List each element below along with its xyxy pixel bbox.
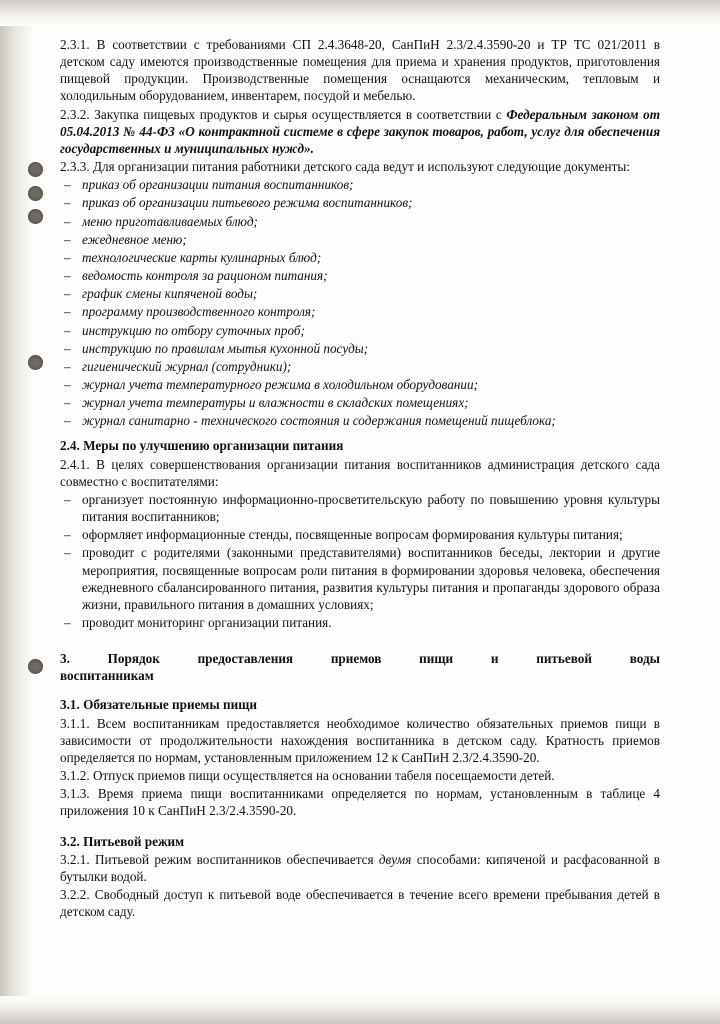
paragraph-3-2-2: 3.2.2. Свободный доступ к питьевой воде обеспечивается в течение всего времени пребывания детей в детском саду. <box>60 887 660 920</box>
list-item <box>60 249 660 266</box>
list-item-label: инструкцию по правилам мытья кухонной посуды; <box>82 340 369 356</box>
paragraph-3-2-1-text-a: 3.2.1. Питьевой режим воспитанников обеспечивается <box>60 851 379 867</box>
list-item <box>60 267 660 284</box>
paragraph-3-1-2: 3.1.2. Отпуск приемов пищи осуществляется на основании табеля посещаемости детей. <box>60 768 555 784</box>
spacer <box>60 632 660 650</box>
list-item-label: проводит мониторинг организации питания. <box>82 615 332 630</box>
scan-edge-shading-top <box>0 0 720 26</box>
dash-bullet-icon: – <box>64 249 71 265</box>
heading-word: и <box>490 651 499 667</box>
list-item <box>60 544 660 613</box>
list-item-label: журнал учета температурного режима в холодильном оборудовании; <box>82 376 478 392</box>
list-item-label: инструкцию по отбору суточных проб; <box>82 322 305 338</box>
paragraph-3-1-3: 3.1.3. Время приема пищи воспитанниками определяется по нормам, установленным в таблице 4 приложения 10 к СанПиН 2.3/2.4.3590-20. <box>60 786 660 819</box>
list-item <box>60 194 660 211</box>
list-item <box>60 285 660 302</box>
list-item-label: программу производственного контроля; <box>82 304 316 320</box>
spacer <box>60 684 660 696</box>
dash-bullet-icon: – <box>64 545 71 561</box>
hole-punch-mark <box>28 209 43 224</box>
paragraph-2-3-1: 2.3.1. В соответствии с требованиями СП 2.4.3648-20, СанПиН 2.3/2.4.3590-20 и ТР ТС 021/2011 в детском саду имеются производственные помещения для приема и хранения продуктов, приготовления пищевой продукции. Производственные помещения оснащаются механическим, тепловым и холодильным оборудованием, инвентарем, посудой и мебелью. <box>60 37 660 104</box>
measures-list <box>60 491 660 631</box>
dash-bullet-icon: – <box>64 413 71 429</box>
list-item-label: приказ об организации питьевого режима воспитанников; <box>82 195 413 211</box>
list-item-label: проводит с родителями (законными представителями) воспитанников беседы, лектории и другие мероприятия, посвященные вопросам роли питания в формировании здоровья человека, обеспечения ежедневного сбалансированного питания, развития культуры питания и пропаганды здорового образа жизни, правильного питания в домашних условиях; <box>82 545 660 612</box>
heading-section-3-line1 <box>60 650 660 667</box>
list-item <box>60 340 660 357</box>
paragraph-3-2-1-emphasis: двумя <box>378 851 412 867</box>
paragraph-2-3-2 <box>60 106 660 157</box>
spacer <box>60 821 660 833</box>
paragraph-2-3-2-text: 2.3.2. Закупка пищевых продуктов и сырья осуществляется в соответствии с <box>60 106 507 122</box>
list-item-label: ведомость контроля за рационом питания; <box>82 268 328 284</box>
scan-edge-shading-left <box>0 0 34 1024</box>
list-item-label: гигиенический журнал (сотрудники); <box>82 358 292 374</box>
dash-bullet-icon: – <box>64 376 71 392</box>
dash-bullet-icon: – <box>64 527 71 543</box>
dash-bullet-icon: – <box>64 322 71 338</box>
document-body <box>60 36 660 921</box>
paragraph-2-4-1: 2.4.1. В целях совершенствования организации питания воспитанников администрация детского сада совместно с воспитателями: <box>60 456 660 489</box>
list-item-label: журнал учета температуры и влажности в складских помещениях; <box>82 395 469 411</box>
list-item <box>60 213 660 230</box>
dash-bullet-icon: – <box>64 395 71 411</box>
heading-3-1: 3.1. Обязательные приемы пищи <box>60 697 257 713</box>
dash-bullet-icon: – <box>64 268 71 284</box>
list-item-label: технологические карты кулинарных блюд; <box>82 249 322 265</box>
paragraph-2-3-3: 2.3.3. Для организации питания работники детского сада ведут и используют следующие документы: <box>60 159 630 175</box>
list-item <box>60 376 660 393</box>
heading-word: предоставления <box>197 651 294 667</box>
dash-bullet-icon: – <box>64 286 71 302</box>
heading-word: приемов <box>330 651 382 667</box>
dash-bullet-icon: – <box>64 177 71 193</box>
hole-punch-mark <box>28 355 43 370</box>
list-item <box>60 231 660 248</box>
list-item-label: ежедневное меню; <box>82 231 187 247</box>
list-item-label: журнал санитарно - технического состояния и содержания помещений пищеблока; <box>82 413 556 429</box>
dash-bullet-icon: – <box>64 491 71 507</box>
list-item-label: оформляет информационные стенды, посвященные вопросам формирования культуры питания; <box>82 527 623 543</box>
heading-word: пищи <box>419 651 454 667</box>
dash-bullet-icon: – <box>64 358 71 374</box>
paragraph-3-2-1 <box>60 851 660 885</box>
heading-2-4: 2.4. Меры по улучшению организации питания <box>60 438 344 454</box>
list-item-label: приказ об организации питания воспитанников; <box>82 177 354 193</box>
dash-bullet-icon: – <box>64 213 71 229</box>
hole-punch-mark <box>28 659 43 674</box>
list-item <box>60 614 660 631</box>
list-item-label: меню приготавливаемых блюд; <box>82 213 258 229</box>
list-item-label: организует постоянную информационно-просветительскую работу по повышению уровня культуры питания воспитанников; <box>82 491 660 525</box>
documents-list <box>60 176 660 429</box>
heading-word: питьевой <box>536 651 592 667</box>
hole-punch-mark <box>28 186 43 201</box>
list-item-label: график смены кипяченой воды; <box>82 286 258 302</box>
dash-bullet-icon: – <box>64 615 71 630</box>
spacer <box>60 430 660 437</box>
dash-bullet-icon: – <box>64 340 71 356</box>
list-item <box>60 526 660 543</box>
heading-3-2: 3.2. Питьевой режим <box>60 833 185 849</box>
scan-edge-shading-bottom <box>0 996 720 1024</box>
list-item <box>60 394 660 411</box>
heading-word: Порядок <box>107 651 160 667</box>
dash-bullet-icon: – <box>64 231 71 247</box>
dash-bullet-icon: – <box>64 304 71 320</box>
list-item <box>60 491 660 525</box>
dash-bullet-icon: – <box>64 195 71 211</box>
paragraph-3-2-1-text-b: способами: кипяченой и расфасованной в бутылки водой. <box>60 851 660 884</box>
heading-word: 3. <box>60 651 70 667</box>
list-item <box>60 303 660 320</box>
hole-punch-mark <box>28 162 43 177</box>
list-item <box>60 176 660 193</box>
heading-word: воды <box>629 651 660 667</box>
paragraph-2-3-2-law-reference: Федеральным законом от 05.04.2013 № 44-ФЗ «О контрактной системе в сфере закупок товаров, работ, услуг для обеспечения государственных и муниципальных нужд». <box>60 106 660 156</box>
list-item <box>60 358 660 375</box>
paragraph-3-1-1: 3.1.1. Всем воспитанникам предоставляется необходимое количество обязательных приемов пищи в зависимости от продолжительности нахождения воспитанника в детском саду. Кратность приемов определяется по нормам, установленным приложением 12 к СанПиН 2.3/2.4.3590-20. <box>60 715 660 765</box>
heading-section-3 <box>60 650 660 684</box>
heading-section-3-line2: воспитанникам <box>60 668 154 684</box>
list-item <box>60 322 660 339</box>
list-item <box>60 412 660 429</box>
